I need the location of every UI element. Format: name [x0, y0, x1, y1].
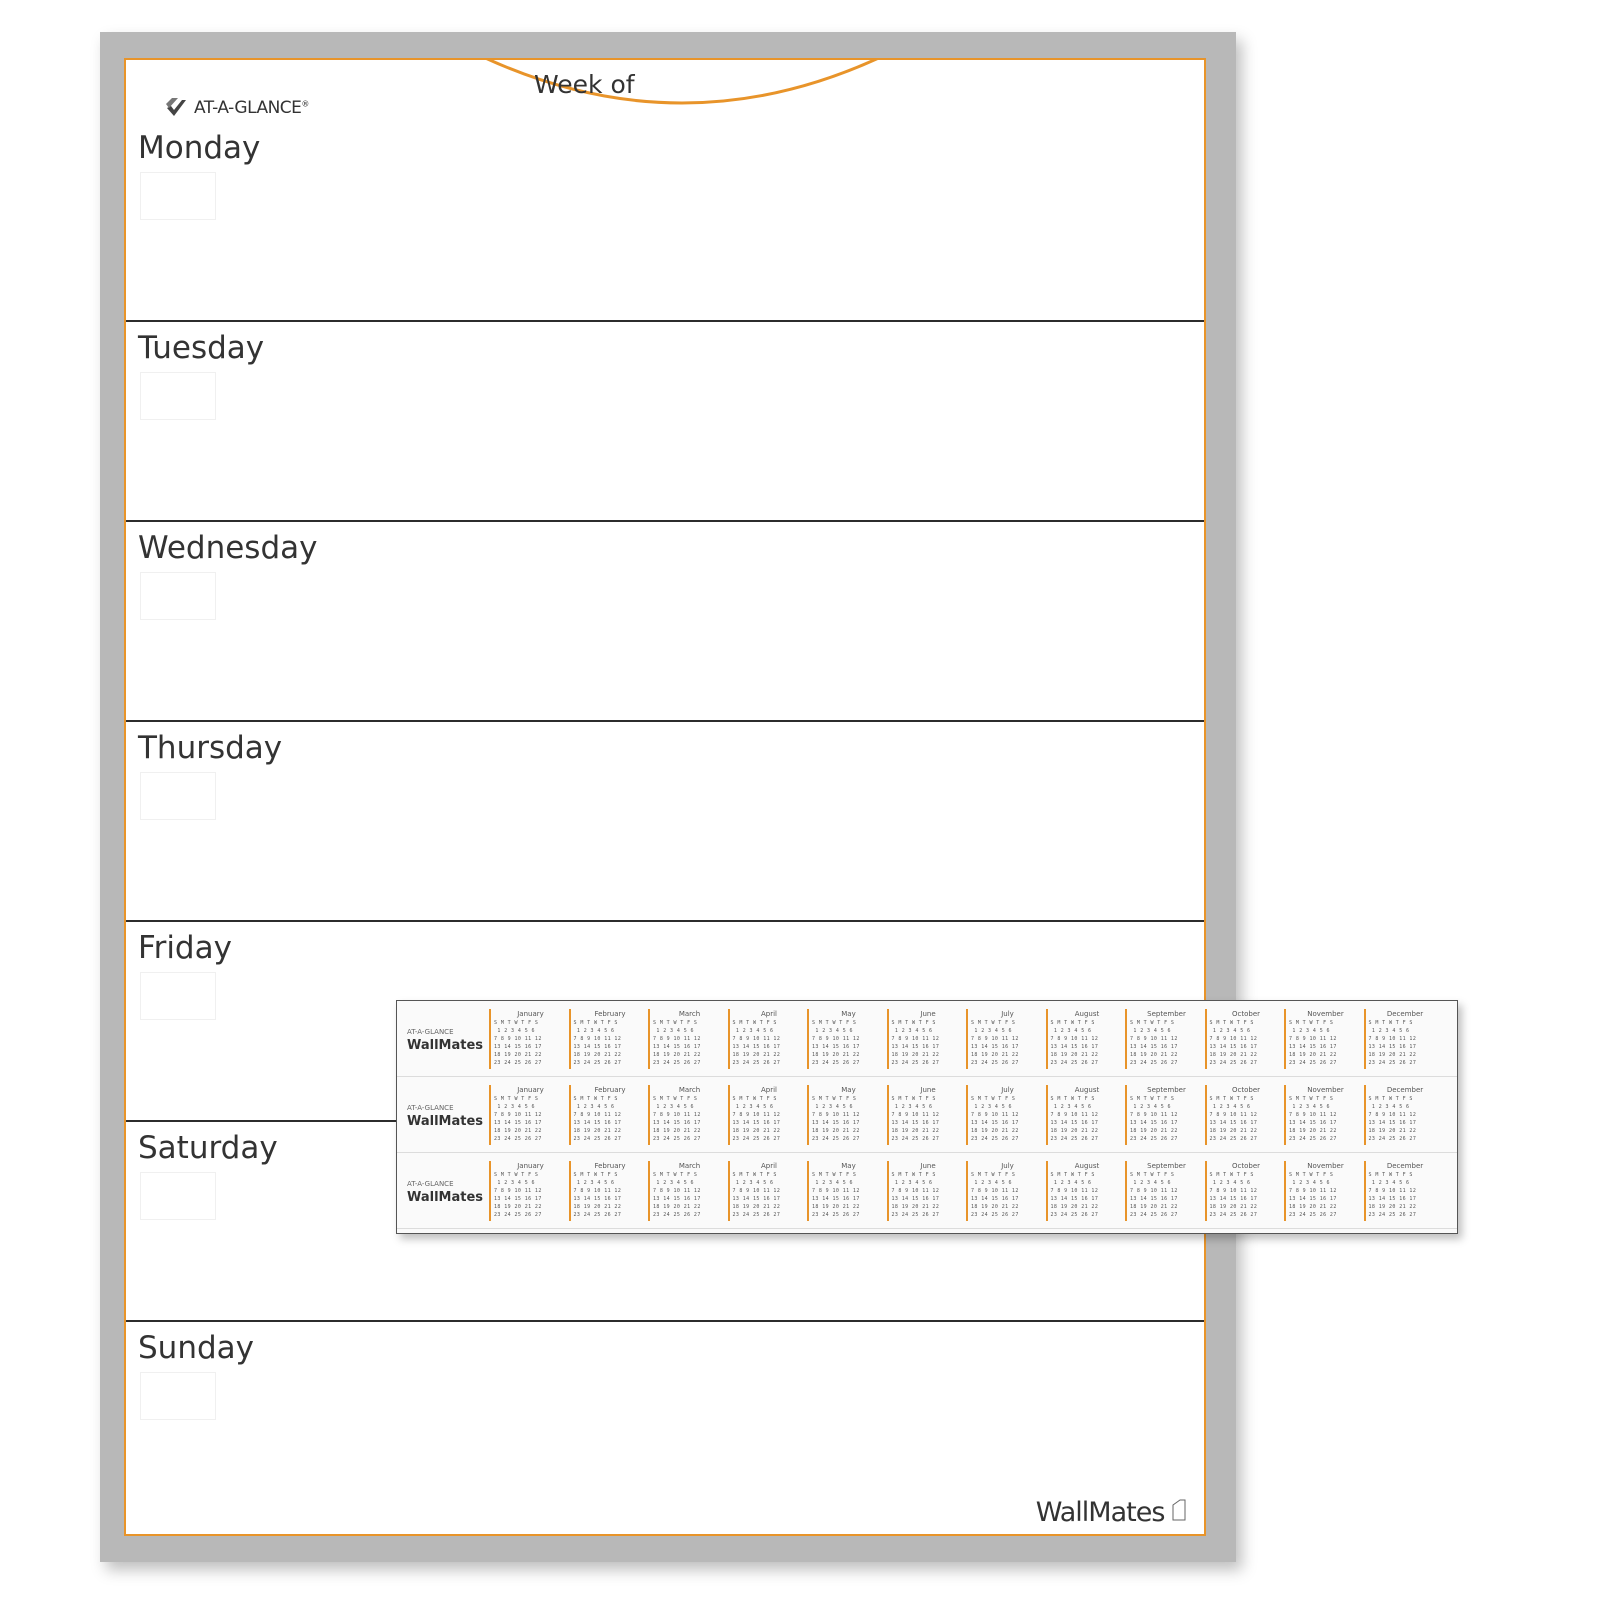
mini-month-name: April [761, 1162, 777, 1170]
mini-month-grid: S M T W T F S 1 2 3 4 5 6 7 8 9 10 11 12 13 14 15 16 17 18 19 20 21 22 23 24 25 26 27 [573, 1096, 622, 1142]
mini-month-grid: S M T W T F S 1 2 3 4 5 6 7 8 9 10 11 12 13 14 15 16 17 18 19 20 21 22 23 24 25 26 27 [812, 1172, 860, 1218]
mini-month-grid: S M T W T F S 1 2 3 4 5 6 7 8 9 10 11 12 13 14 15 16 17 18 19 20 21 22 23 24 25 26 27 [494, 1020, 542, 1066]
product-name: WallMates [1035, 1497, 1165, 1528]
day-label: Wednesday [138, 530, 318, 566]
mini-month-grid: S M T W T F S 1 2 3 4 5 6 7 8 9 10 11 12 13 14 15 16 17 18 19 20 21 22 23 24 25 26 27 [732, 1172, 781, 1218]
calendar-strip-row [397, 1001, 1457, 1077]
mini-month [569, 1085, 647, 1145]
mini-month [807, 1009, 885, 1069]
mini-month [489, 1009, 567, 1069]
brand-registered-mark: ® [301, 99, 309, 109]
mini-month-name: March [678, 1162, 701, 1170]
mini-month-name: December [1386, 1086, 1424, 1094]
mini-month [489, 1085, 567, 1145]
mini-month-grid: S M T W T F S 1 2 3 4 5 6 7 8 9 10 11 12 13 14 15 16 17 18 19 20 21 22 23 24 25 26 27 [1289, 1172, 1337, 1218]
mini-month-name: July [1001, 1162, 1014, 1170]
mini-month-grid: S M T W T F S 1 2 3 4 5 6 7 8 9 10 11 12 13 14 15 16 17 18 19 20 21 22 23 24 25 26 27 [812, 1096, 860, 1142]
mini-month [887, 1009, 965, 1069]
mini-month [807, 1085, 885, 1145]
strip-brand [407, 1177, 487, 1205]
mini-month-grid: S M T W T F S 1 2 3 4 5 6 7 8 9 10 11 12 13 14 15 16 17 18 19 20 21 22 23 24 25 26 27 [1050, 1020, 1099, 1066]
mini-month-grid: S M T W T F S 1 2 3 4 5 6 7 8 9 10 11 12 13 14 15 16 17 18 19 20 21 22 23 24 25 26 27 [1368, 1096, 1417, 1142]
mini-month [887, 1161, 965, 1221]
mini-month [1284, 1085, 1362, 1145]
date-box[interactable] [140, 572, 216, 620]
mini-month-grid: S M T W T F S 1 2 3 4 5 6 7 8 9 10 11 12 13 14 15 16 17 18 19 20 21 22 23 24 25 26 27 [891, 1096, 940, 1142]
brand-logo [164, 96, 309, 120]
mini-month-grid: S M T W T F S 1 2 3 4 5 6 7 8 9 10 11 12 13 14 15 16 17 18 19 20 21 22 23 24 25 26 27 [971, 1172, 1019, 1218]
mini-month-grid: S M T W T F S 1 2 3 4 5 6 7 8 9 10 11 12 13 14 15 16 17 18 19 20 21 22 23 24 25 26 27 [1209, 1172, 1258, 1218]
strip-product-name: WallMates [407, 1190, 484, 1205]
calendar-strip-row [397, 1077, 1457, 1153]
mini-month [569, 1009, 647, 1069]
mini-month [1364, 1009, 1442, 1069]
mini-month-name: February [594, 1162, 626, 1170]
day-divider [126, 320, 1204, 322]
mini-month [966, 1161, 1044, 1221]
mini-month-grid: S M T W T F S 1 2 3 4 5 6 7 8 9 10 11 12 13 14 15 16 17 18 19 20 21 22 23 24 25 26 27 [1050, 1096, 1099, 1142]
mini-month-name: February [594, 1010, 626, 1018]
mini-month-grid: S M T W T F S 1 2 3 4 5 6 7 8 9 10 11 12 13 14 15 16 17 18 19 20 21 22 23 24 25 26 27 [573, 1020, 622, 1066]
day-divider [126, 720, 1204, 722]
mini-month [569, 1161, 647, 1221]
mini-month-name: April [761, 1086, 777, 1094]
yearly-calendar-strip [396, 1000, 1458, 1234]
mini-month [648, 1085, 726, 1145]
mini-month-grid: S M T W T F S 1 2 3 4 5 6 7 8 9 10 11 12 13 14 15 16 17 18 19 20 21 22 23 24 25 26 27 [573, 1172, 622, 1218]
mini-month-name: December [1386, 1162, 1424, 1170]
day-section-wednesday[interactable] [126, 520, 1204, 725]
week-of-label: Week of [534, 70, 635, 99]
mini-month [1205, 1009, 1283, 1069]
mini-month [648, 1009, 726, 1069]
mini-month-name: June [920, 1162, 936, 1170]
mini-month-name: May [841, 1162, 856, 1170]
mini-month-grid: S M T W T F S 1 2 3 4 5 6 7 8 9 10 11 12 13 14 15 16 17 18 19 20 21 22 23 24 25 26 27 [1130, 1096, 1178, 1142]
mini-month [966, 1009, 1044, 1069]
mini-month [966, 1085, 1044, 1145]
mini-month-name: September [1147, 1162, 1186, 1170]
mini-month [1125, 1085, 1203, 1145]
mini-month [1046, 1085, 1124, 1145]
day-label: Monday [138, 130, 261, 166]
day-label: Saturday [138, 1130, 278, 1166]
strip-brand-name: AT-A-GLANCE [407, 1104, 454, 1112]
day-label: Friday [138, 930, 232, 966]
date-box[interactable] [140, 1372, 216, 1420]
date-box[interactable] [140, 772, 216, 820]
mini-month [1046, 1161, 1124, 1221]
mini-month-grid: S M T W T F S 1 2 3 4 5 6 7 8 9 10 11 12 13 14 15 16 17 18 19 20 21 22 23 24 25 26 27 [971, 1020, 1019, 1066]
mini-month-name: November [1307, 1086, 1344, 1094]
date-box[interactable] [140, 372, 216, 420]
mini-month [728, 1161, 806, 1221]
mini-month-name: December [1386, 1010, 1424, 1018]
mini-month [728, 1009, 806, 1069]
day-section-monday[interactable] [126, 120, 1204, 325]
mini-month-grid: S M T W T F S 1 2 3 4 5 6 7 8 9 10 11 12 13 14 15 16 17 18 19 20 21 22 23 24 25 26 27 [653, 1020, 701, 1066]
mini-month [1046, 1009, 1124, 1069]
mini-month-grid: S M T W T F S 1 2 3 4 5 6 7 8 9 10 11 12 13 14 15 16 17 18 19 20 21 22 23 24 25 26 27 [971, 1096, 1019, 1142]
mini-month-grid: S M T W T F S 1 2 3 4 5 6 7 8 9 10 11 12 13 14 15 16 17 18 19 20 21 22 23 24 25 26 27 [891, 1172, 940, 1218]
day-section-tuesday[interactable] [126, 320, 1204, 525]
mini-month [1205, 1085, 1283, 1145]
date-box[interactable] [140, 1172, 216, 1220]
strip-brand [407, 1101, 487, 1129]
mini-month-name: January [517, 1010, 544, 1018]
mini-month [807, 1161, 885, 1221]
mini-month-name: November [1307, 1010, 1344, 1018]
mini-month-grid: S M T W T F S 1 2 3 4 5 6 7 8 9 10 11 12 13 14 15 16 17 18 19 20 21 22 23 24 25 26 27 [1289, 1096, 1337, 1142]
mini-month [1364, 1161, 1442, 1221]
page-corner-icon [1172, 1499, 1186, 1521]
mini-month-grid: S M T W T F S 1 2 3 4 5 6 7 8 9 10 11 12 13 14 15 16 17 18 19 20 21 22 23 24 25 26 27 [812, 1020, 860, 1066]
mini-month-name: June [920, 1086, 936, 1094]
dry-erase-board [100, 32, 1236, 1562]
checkmark-logo-icon [164, 96, 188, 120]
brand-name: AT-A-GLANCE [194, 98, 302, 118]
strip-product-name: WallMates [407, 1114, 484, 1129]
mini-month-name: February [594, 1086, 626, 1094]
day-section-thursday[interactable] [126, 720, 1204, 925]
mini-month-grid: S M T W T F S 1 2 3 4 5 6 7 8 9 10 11 12 13 14 15 16 17 18 19 20 21 22 23 24 25 26 27 [653, 1172, 701, 1218]
date-box[interactable] [140, 972, 216, 1020]
mini-month-name: September [1147, 1086, 1186, 1094]
wallmates-wordmark [1036, 1497, 1186, 1528]
mini-month [1284, 1009, 1362, 1069]
day-divider [126, 520, 1204, 522]
mini-month-grid: S M T W T F S 1 2 3 4 5 6 7 8 9 10 11 12 13 14 15 16 17 18 19 20 21 22 23 24 25 26 27 [653, 1096, 701, 1142]
mini-month-grid: S M T W T F S 1 2 3 4 5 6 7 8 9 10 11 12 13 14 15 16 17 18 19 20 21 22 23 24 25 26 27 [1289, 1020, 1337, 1066]
day-divider [126, 1320, 1204, 1322]
mini-month-name: October [1231, 1162, 1260, 1170]
mini-month-name: October [1231, 1086, 1260, 1094]
mini-month-grid: S M T W T F S 1 2 3 4 5 6 7 8 9 10 11 12 13 14 15 16 17 18 19 20 21 22 23 24 25 26 27 [891, 1020, 940, 1066]
mini-month-grid: S M T W T F S 1 2 3 4 5 6 7 8 9 10 11 12 13 14 15 16 17 18 19 20 21 22 23 24 25 26 27 [1368, 1020, 1417, 1066]
day-label: Sunday [138, 1330, 254, 1366]
mini-month-name: May [841, 1010, 856, 1018]
mini-month-name: July [1001, 1010, 1014, 1018]
mini-month-grid: S M T W T F S 1 2 3 4 5 6 7 8 9 10 11 12 13 14 15 16 17 18 19 20 21 22 23 24 25 26 27 [732, 1020, 781, 1066]
day-divider [126, 920, 1204, 922]
mini-month-name: March [678, 1010, 701, 1018]
strip-brand-name: AT-A-GLANCE [407, 1028, 454, 1036]
mini-month-grid: S M T W T F S 1 2 3 4 5 6 7 8 9 10 11 12 13 14 15 16 17 18 19 20 21 22 23 24 25 26 27 [494, 1172, 542, 1218]
mini-month-grid: S M T W T F S 1 2 3 4 5 6 7 8 9 10 11 12 13 14 15 16 17 18 19 20 21 22 23 24 25 26 27 [494, 1096, 542, 1142]
calendar-strip-row [397, 1153, 1457, 1229]
mini-month-name: August [1074, 1162, 1100, 1170]
weekly-planner-sheet [124, 58, 1206, 1536]
mini-month-name: May [841, 1086, 856, 1094]
mini-month [648, 1161, 726, 1221]
mini-month-name: November [1307, 1162, 1344, 1170]
mini-month-name: April [761, 1010, 777, 1018]
mini-month-name: June [920, 1010, 936, 1018]
mini-month-name: October [1231, 1010, 1260, 1018]
mini-month-name: March [678, 1086, 701, 1094]
mini-month-grid: S M T W T F S 1 2 3 4 5 6 7 8 9 10 11 12 13 14 15 16 17 18 19 20 21 22 23 24 25 26 27 [1130, 1020, 1178, 1066]
mini-month-name: January [517, 1162, 544, 1170]
mini-month-grid: S M T W T F S 1 2 3 4 5 6 7 8 9 10 11 12 13 14 15 16 17 18 19 20 21 22 23 24 25 26 27 [1209, 1020, 1258, 1066]
mini-month-name: August [1074, 1086, 1100, 1094]
mini-month-grid: S M T W T F S 1 2 3 4 5 6 7 8 9 10 11 12 13 14 15 16 17 18 19 20 21 22 23 24 25 26 27 [732, 1096, 781, 1142]
strip-product-name: WallMates [407, 1038, 484, 1053]
mini-month [887, 1085, 965, 1145]
mini-month [1205, 1161, 1283, 1221]
mini-month-name: September [1147, 1010, 1186, 1018]
mini-month-grid: S M T W T F S 1 2 3 4 5 6 7 8 9 10 11 12 13 14 15 16 17 18 19 20 21 22 23 24 25 26 27 [1368, 1172, 1417, 1218]
date-box[interactable] [140, 172, 216, 220]
mini-month [1284, 1161, 1362, 1221]
mini-month [1125, 1009, 1203, 1069]
mini-month [1364, 1085, 1442, 1145]
day-label: Tuesday [138, 330, 265, 366]
mini-month-grid: S M T W T F S 1 2 3 4 5 6 7 8 9 10 11 12 13 14 15 16 17 18 19 20 21 22 23 24 25 26 27 [1209, 1096, 1258, 1142]
mini-month-grid: S M T W T F S 1 2 3 4 5 6 7 8 9 10 11 12 13 14 15 16 17 18 19 20 21 22 23 24 25 26 27 [1050, 1172, 1099, 1218]
mini-month [489, 1161, 567, 1221]
mini-month [728, 1085, 806, 1145]
strip-brand-name: AT-A-GLANCE [407, 1180, 454, 1188]
mini-month-name: July [1001, 1086, 1014, 1094]
mini-month-name: August [1074, 1010, 1100, 1018]
strip-brand [407, 1025, 487, 1053]
mini-month-name: January [517, 1086, 544, 1094]
mini-month-grid: S M T W T F S 1 2 3 4 5 6 7 8 9 10 11 12 13 14 15 16 17 18 19 20 21 22 23 24 25 26 27 [1130, 1172, 1178, 1218]
day-label: Thursday [138, 730, 283, 766]
mini-month [1125, 1161, 1203, 1221]
